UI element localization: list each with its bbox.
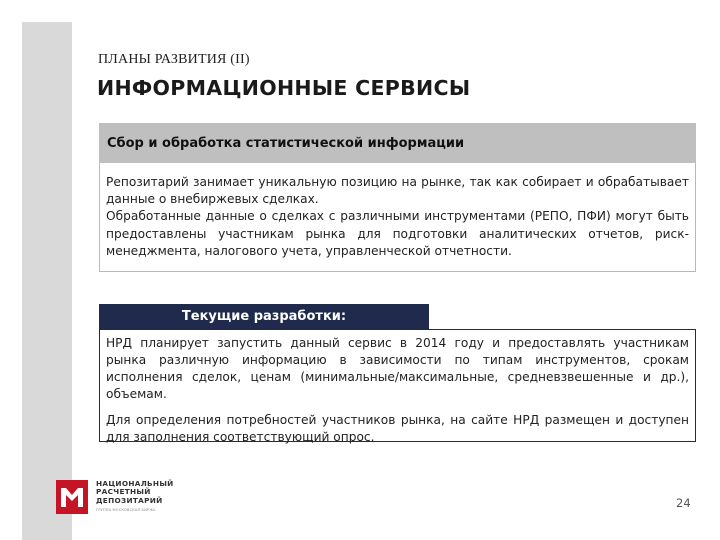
nsd-logo-text	[96, 480, 174, 514]
paragraph: Для определения потребностей участников рынка, на сайте НРД размещен и доступен для заполнения соответствующий опрос.	[106, 413, 689, 444]
logo-tagline: ГРУППА МОСКОВСКАЯ БИРЖА	[96, 507, 156, 512]
left-decorative-strip	[22, 22, 72, 540]
nsd-logo-mark-icon	[56, 480, 88, 514]
section-body-statistics	[99, 163, 696, 272]
slide-subtitle: ПЛАНЫ РАЗВИТИЯ (II)	[98, 52, 250, 67]
logo-line: ДЕПОЗИТАРИЙ	[96, 495, 163, 505]
paragraph: НРД планирует запустить данный сервис в 2014 году и предоставлять участникам рынка различную информацию в зависимости по типам инструментов, срокам исполнения сделок, ценам (минимальные/максимальные, средневзвешенные и др.), объемам.	[106, 336, 689, 401]
nsd-logo	[56, 480, 174, 514]
section-body-current-developments	[99, 329, 696, 442]
section-header-statistics: Сбор и обработка статистической информации	[99, 123, 696, 163]
section-header-current-developments: Текущие разработки:	[99, 304, 429, 329]
paragraph: Репозитарий занимает уникальную позицию на рынке, так как собирает и обрабатывает данные о внебиржевых сделках.	[106, 175, 689, 207]
logo-line: НАЦИОНАЛЬНЫЙ	[96, 479, 174, 489]
slide-title: ИНФОРМАЦИОННЫЕ СЕРВИСЫ	[97, 76, 471, 100]
paragraph: Обработанные данные о сделках с различными инструментами (РЕПО, ПФИ) могут быть предоставлены участникам рынка для подготовки аналитических отчетов, риск-менеджмента, налогового учета, управленческой отчетности.	[106, 209, 689, 258]
logo-line: РАСЧЕТНЫЙ	[96, 487, 151, 497]
page-number: 24	[676, 496, 691, 510]
